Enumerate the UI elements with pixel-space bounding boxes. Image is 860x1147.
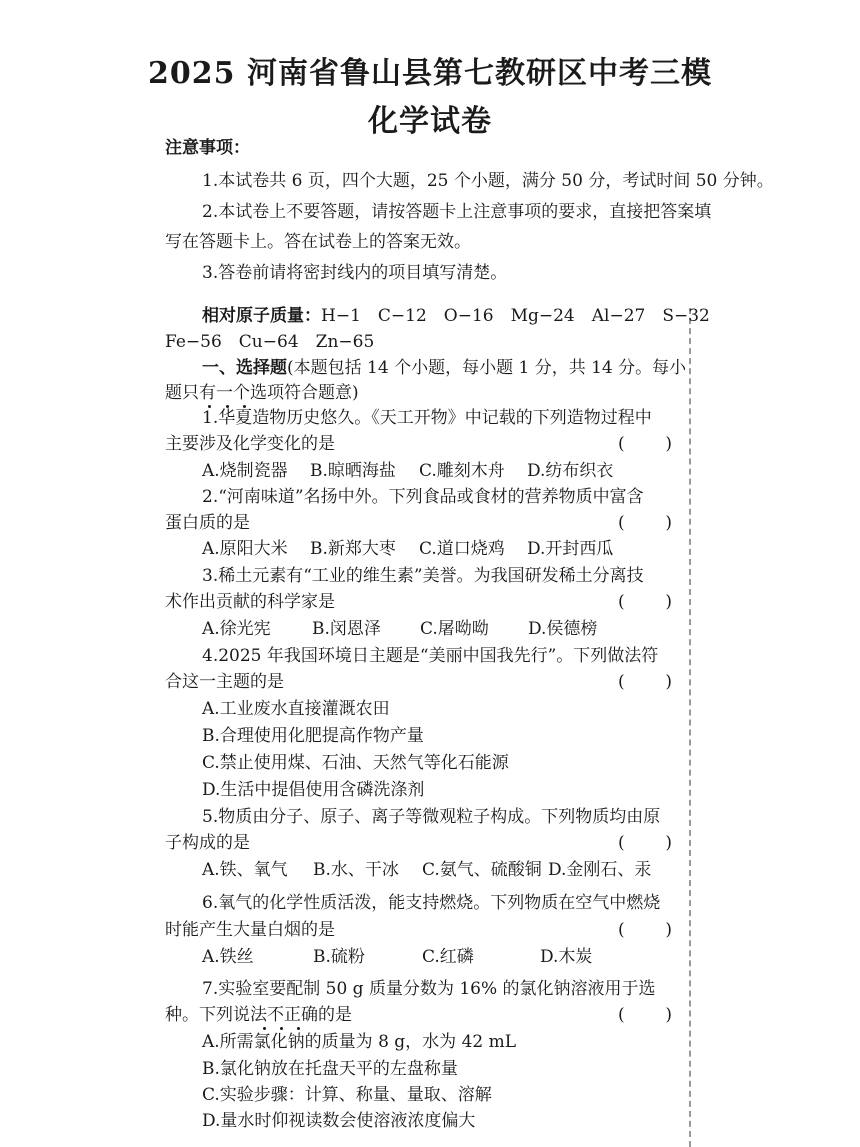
q7-stem-cont: 种。下列说法不正确的是 xyxy=(165,1005,352,1025)
section1-line1 xyxy=(202,357,686,379)
q5-option-a: A.铁、氧气 xyxy=(202,860,288,880)
exam-title-line2: 化学试卷 xyxy=(368,104,492,139)
q4-option-d: D.生活中提倡使用含磷洗涤剂 xyxy=(202,780,425,800)
q3-stem: 3.稀土元素有“工业的维生素”美誉。为我国研发稀土分离技 xyxy=(202,566,644,586)
q1-option-a: A.烧制瓷器 xyxy=(202,461,288,481)
q6-stem-cont: 时能产生大量白烟的是 xyxy=(165,920,335,940)
section1-line2: 题只有一个选项符合题意) xyxy=(165,383,359,403)
q7-option-b: B.氯化钠放在托盘天平的左盘称量 xyxy=(202,1059,458,1079)
q4-answer-blank: ( ) xyxy=(618,672,672,692)
notice-item-2: 2.本试卷上不要答题，请按答题卡上注意事项的要求，直接把答案填 xyxy=(202,202,712,222)
q6-option-b: B.硫粉 xyxy=(313,947,365,967)
q4-option-a: A.工业废水直接灌溉农田 xyxy=(202,699,390,719)
q5-answer-blank: ( ) xyxy=(618,833,672,853)
q6-option-a: A.铁丝 xyxy=(202,947,254,967)
seal-line xyxy=(689,308,691,1147)
q3-option-c: C.屠呦呦 xyxy=(420,619,489,639)
q3-option-a: A.徐光宪 xyxy=(202,619,271,639)
q1-option-d: D.纺布织衣 xyxy=(527,461,614,481)
q1-answer-blank: ( ) xyxy=(618,434,672,454)
atomic-mass-values: H−1 C−12 O−16 Mg−24 Al−27 S−32 xyxy=(321,306,710,326)
atomic-mass-label: 相对原子质量： xyxy=(202,306,321,326)
q5-option-b: B.水、干冰 xyxy=(313,860,399,880)
q7-option-c: C.实验步骤：计算、称量、量取、溶解 xyxy=(202,1085,492,1105)
q2-answer-blank: ( ) xyxy=(618,513,672,533)
q4-option-c: C.禁止使用煤、石油、天然气等化石能源 xyxy=(202,753,509,773)
q6-stem: 6.氧气的化学性质活泼，能支持燃烧。下列物质在空气中燃烧 xyxy=(202,893,661,913)
emphasis-dot xyxy=(263,1027,266,1030)
atomic-mass-line2: Fe−56 Cu−64 Zn−65 xyxy=(165,332,375,352)
q5-option-d: D.金刚石、汞 xyxy=(548,860,652,880)
section1-desc: (本题包括 14 个小题，每小题 1 分，共 14 分。每小 xyxy=(287,358,687,378)
q3-stem-cont: 术作出贡献的科学家是 xyxy=(165,592,335,612)
q4-stem: 4.2025 年我国环境日主题是“美丽中国我先行”。下列做法符 xyxy=(202,646,659,666)
q2-option-d: D.开封西瓜 xyxy=(527,539,614,559)
q2-stem: 2.“河南味道”名扬中外。下列食品或食材的营养物质中富含 xyxy=(202,487,644,507)
q1-stem-cont: 主要涉及化学变化的是 xyxy=(165,434,335,454)
emphasis-dot xyxy=(280,1027,283,1030)
exam-title-line1: 2025 河南省鲁山县第七教研区中考三模 xyxy=(148,56,712,91)
q5-stem-cont: 子构成的是 xyxy=(165,833,250,853)
q6-option-d: D.木炭 xyxy=(540,947,593,967)
q1-option-c: C.雕刻木舟 xyxy=(419,461,505,481)
q7-option-d: D.量水时仰视读数会使溶液浓度偏大 xyxy=(202,1111,476,1131)
q4-option-b: B.合理使用化肥提高作物产量 xyxy=(202,726,424,746)
q5-stem: 5.物质由分子、原子、离子等微观粒子构成。下列物质均由原 xyxy=(202,807,661,827)
q3-option-d: D.侯德榜 xyxy=(528,619,598,639)
q4-stem-cont: 合这一主题的是 xyxy=(165,672,284,692)
q5-option-c: C.氨气、硫酸铜 xyxy=(422,860,542,880)
q2-stem-cont: 蛋白质的是 xyxy=(165,513,250,533)
section1-heading: 一、选择题 xyxy=(202,358,287,378)
q3-option-b: B.闵恩泽 xyxy=(312,619,381,639)
q7-stem: 7.实验室要配制 50 g 质量分数为 16% 的氯化钠溶液用于选 xyxy=(202,979,656,999)
q2-option-a: A.原阳大米 xyxy=(202,539,288,559)
q2-option-c: C.道口烧鸡 xyxy=(419,539,505,559)
q1-option-b: B.晾晒海盐 xyxy=(310,461,396,481)
q3-answer-blank: ( ) xyxy=(618,592,672,612)
atomic-mass-line1 xyxy=(202,305,710,327)
notice-item-3: 3.答卷前请将密封线内的项目填写清楚。 xyxy=(202,263,508,283)
notice-heading: 注意事项： xyxy=(165,138,250,158)
emphasis-dot xyxy=(297,1027,300,1030)
q6-option-c: C.红磷 xyxy=(422,947,474,967)
q6-answer-blank: ( ) xyxy=(618,920,672,940)
notice-item-2-cont: 写在答题卡上。答在试卷上的答案无效。 xyxy=(165,232,471,252)
q7-answer-blank: ( ) xyxy=(618,1005,672,1025)
q1-stem: 1.华夏造物历史悠久。《天工开物》中记载的下列造物过程中 xyxy=(202,408,652,428)
notice-item-1: 1.本试卷共 6 页，四个大题，25 个小题，满分 50 分，考试时间 50 分钟。 xyxy=(202,171,774,191)
q2-option-b: B.新郑大枣 xyxy=(310,539,396,559)
q7-option-a: A.所需氯化钠的质量为 8 g，水为 42 mL xyxy=(202,1032,517,1052)
